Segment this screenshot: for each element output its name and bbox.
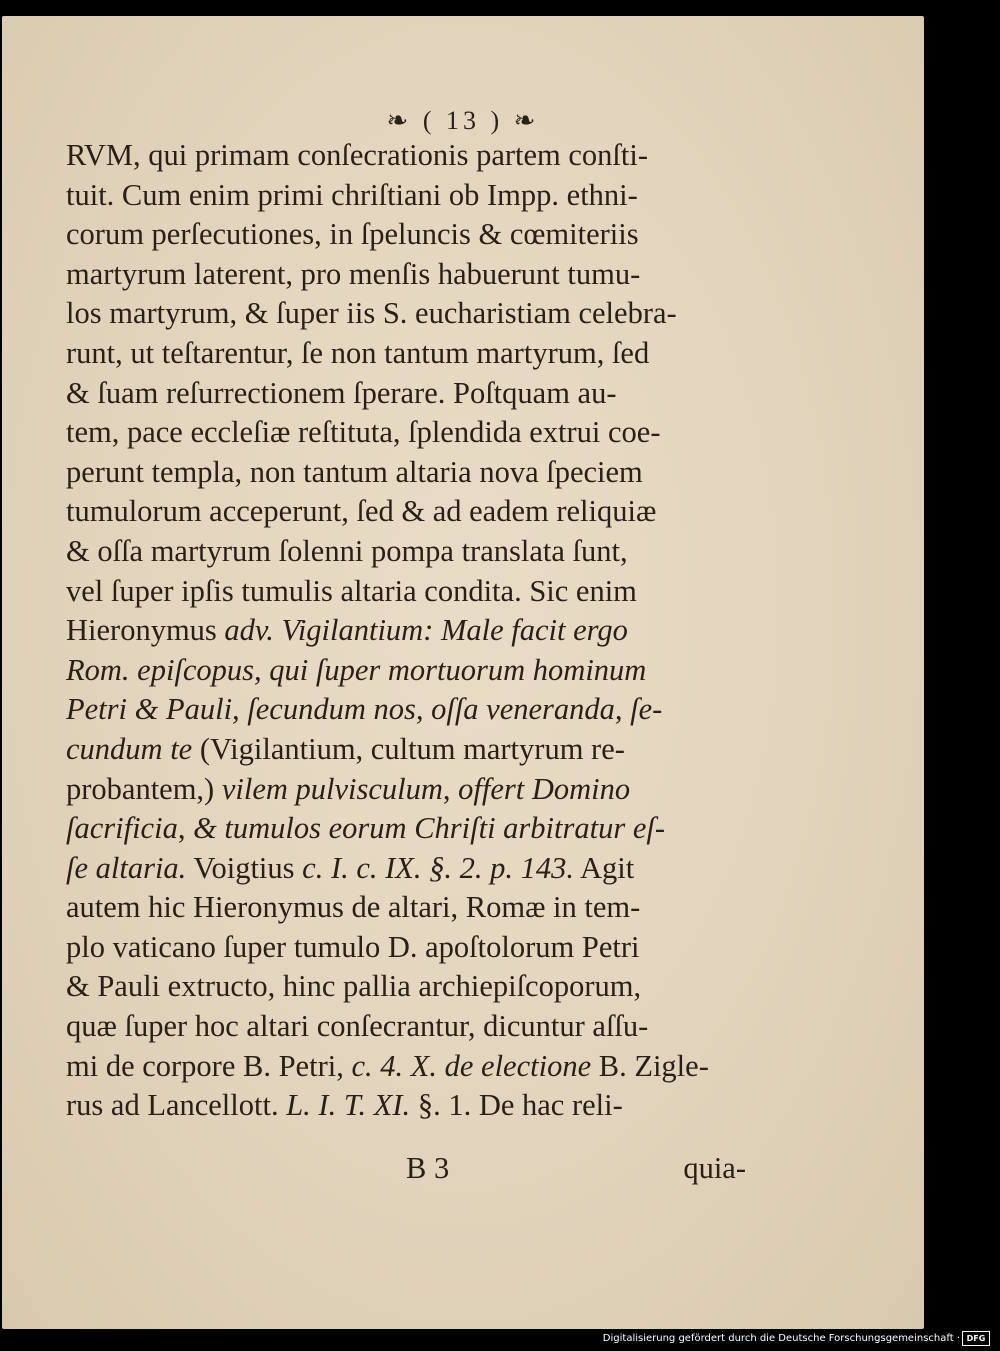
dfg-logo: DFG [962, 1331, 990, 1346]
signature-mark: B 3 [406, 1151, 450, 1185]
italic-segment: Petri & Pauli, ſecundum nos, oſſa veneranda, ſe- [66, 692, 663, 727]
text-segment: & Pauli extructo, hinc pallia archiepiſcoporum, [66, 969, 642, 1004]
text-segment: & oſſa martyrum ſolenni pompa translata ſunt, [66, 533, 628, 568]
text-line [66, 928, 756, 968]
text-line [66, 849, 756, 889]
text-line [66, 572, 756, 612]
text-segment: & ſuam reſurrectionem ſperare. Poſtquam au- [66, 375, 617, 410]
text-segment: corum perſecutiones, in ſpeluncis & cœmiteriis [66, 217, 639, 252]
italic-segment: ſe altaria. [66, 850, 187, 885]
text-segment: Voigtius [186, 850, 303, 885]
text-segment: perunt templa, non tantum altaria nova ſpeciem [66, 454, 643, 489]
text-line [66, 176, 756, 216]
italic-segment: Rom. epiſcopus, qui ſuper mortuorum hominum [66, 652, 647, 687]
book-page [2, 16, 924, 1329]
text-line [66, 334, 756, 374]
text-segment: probantem,) [66, 771, 222, 806]
text-line [66, 374, 756, 414]
body-text [66, 136, 756, 1126]
text-segment: (Vigilantium, cultum martyrum re- [192, 731, 625, 766]
text-segment: quæ ſuper hoc altari conſecrantur, dicuntur aſſu- [66, 1009, 649, 1044]
italic-segment: L. I. T. XI. [286, 1088, 411, 1123]
text-segment: vel ſuper ipſis tumulis altaria condita. Sic enim [66, 573, 637, 608]
text-line [66, 294, 756, 334]
text-line [66, 690, 756, 730]
text-segment: autem hic Hieronymus de altari, Romæ in tem- [66, 890, 641, 925]
text-line [66, 492, 756, 532]
italic-segment: vilem pulvisculum [221, 771, 443, 806]
text-segment: tumulorum acceperunt, ſed & ad eadem reliquiæ [66, 494, 657, 529]
text-line [66, 255, 756, 295]
italic-segment: cundum te [66, 731, 193, 766]
catchword: quia- [683, 1151, 746, 1185]
italic-segment: adv. Vigilantium: Male facit ergo [224, 613, 628, 648]
text-line [66, 730, 756, 770]
page-header: ❧ ( 13 ) ❧ [386, 106, 540, 135]
italic-segment: ſacrificia [66, 811, 178, 846]
text-line [66, 770, 756, 810]
text-segment: tem, pace eccleſiæ reſtituta, ſplendida extrui coe- [66, 415, 661, 450]
text-segment: los martyrum, & ſuper iis S. eucharistiam celebra- [66, 296, 677, 331]
text-segment: runt, ut teſtarentur, ſe non tantum martyrum, ſed [66, 335, 650, 370]
text-segment: §. 1. De hac reli- [410, 1088, 623, 1123]
text-line [66, 888, 756, 928]
text-segment: , [442, 771, 459, 806]
italic-segment: offert Domino [458, 771, 631, 806]
text-segment: B. Zigle- [591, 1048, 709, 1083]
text-line [66, 1007, 756, 1047]
text-segment: RVM, qui primam conſecrationis partem conſti- [66, 138, 649, 172]
text-segment: , [177, 811, 194, 846]
text-line [66, 136, 756, 176]
text-segment: Hieronymus [66, 613, 225, 648]
text-segment: Agit [574, 850, 635, 885]
text-line [66, 611, 756, 651]
text-segment: plo vaticano ſuper tumulo D. apoſtolorum Petri [66, 929, 640, 964]
italic-segment: c. 4. X. de electione [351, 1048, 592, 1083]
text-segment: tuit. Cum enim primi chriſtiani ob Impp. ethni- [66, 177, 638, 212]
text-segment: rus ad Lancellott. [66, 1088, 287, 1123]
text-line [66, 413, 756, 453]
text-line [66, 967, 756, 1007]
italic-segment: c. I. c. IX. §. 2. p. 143. [302, 850, 575, 885]
italic-segment: & tumulos eorum Chriſti arbitratur eſ- [193, 811, 666, 846]
text-line [66, 1086, 756, 1126]
text-line [66, 453, 756, 493]
text-segment: mi de corpore B. Petri, [66, 1048, 352, 1083]
page-footer [66, 1151, 756, 1191]
text-line [66, 1047, 756, 1087]
text-line [66, 651, 756, 691]
text-line [66, 532, 756, 572]
text-line [66, 809, 756, 849]
credit-line: Digitalisierung gefördert durch die Deutsche Forschungsgemeinschaft · [602, 1333, 960, 1344]
text-line [66, 215, 756, 255]
text-segment: martyrum laterent, pro menſis habuerunt tumu- [66, 256, 641, 291]
